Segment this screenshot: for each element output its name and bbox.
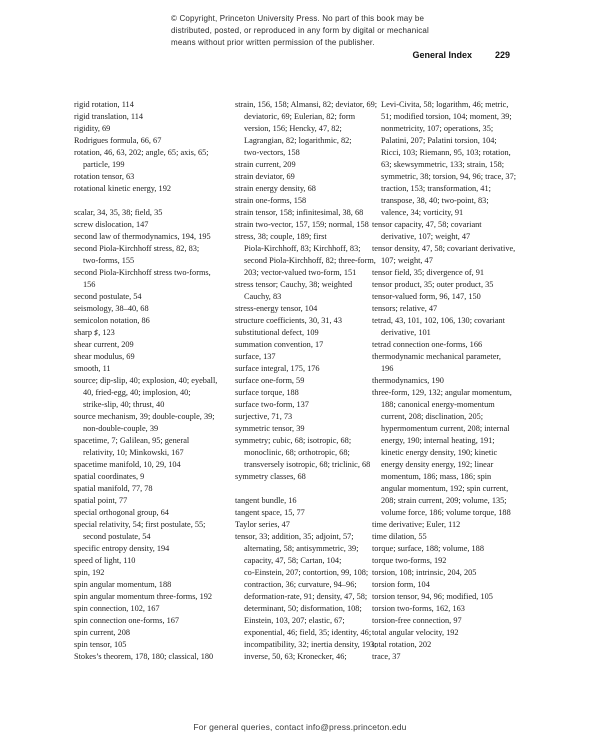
index-line: Einstein, 103, 207; elastic, 67; bbox=[244, 616, 345, 625]
index-line: second Piola-Kirchhoff stress, 82, 83; bbox=[74, 244, 200, 253]
index-line: tensor product, 35; outer product, 35 bbox=[372, 280, 494, 289]
index-gap bbox=[74, 195, 217, 207]
index-line: symmetry; cubic, 68; isotropic, 68; bbox=[235, 436, 352, 445]
index-line: transversely isotropic, 68; triclinic, 68 bbox=[244, 460, 371, 469]
index-line: tensor field, 35; divergence of, 91 bbox=[372, 268, 485, 277]
index-line: spin angular momentum, 188 bbox=[74, 580, 172, 589]
index-line: kinetic energy density, 190; kinetic bbox=[381, 448, 498, 457]
index-line: shear modulus, 69 bbox=[74, 352, 135, 361]
index-line: special orthogonal group, 64 bbox=[74, 508, 169, 517]
index-line: rotational kinetic energy, 192 bbox=[74, 184, 171, 193]
index-line: contraction, 36; curvature, 94–96; bbox=[244, 580, 357, 589]
index-line: two-forms, 155 bbox=[83, 256, 135, 265]
index-line: second postulate, 54 bbox=[83, 532, 151, 541]
index-line: transpose, 38, 40; two-point, 83; bbox=[381, 196, 489, 205]
page-number: 229 bbox=[494, 50, 510, 60]
index-line: capacity, 47, 58; Cartan, 104; bbox=[244, 556, 342, 565]
index-line: incompatibility, 32; inertia density, 193; bbox=[244, 640, 377, 649]
index-line: tangent bundle, 16 bbox=[235, 496, 297, 505]
index-line: time dilation, 55 bbox=[372, 532, 427, 541]
index-line: non-double-couple, 39 bbox=[83, 424, 159, 433]
index-line: determinant, 50; disformation, 108; bbox=[244, 604, 362, 613]
index-line: torsion two-forms, 162, 163 bbox=[372, 604, 465, 613]
copyright-line: distributed, posted, or reproduced in any form by digital or mechanical bbox=[171, 26, 429, 35]
index-line: inverse, 50, 63; Kronecker, 46; bbox=[244, 652, 347, 661]
index-line: alternating, 58; antisymmetric, 39; bbox=[244, 544, 359, 553]
index-line: torsion form, 104 bbox=[372, 580, 430, 589]
copyright-notice bbox=[0, 13, 600, 49]
index-line: scalar, 34, 35, 38; field, 35 bbox=[74, 208, 163, 217]
index-line: tensor density, 47, 58; covariant derivative, bbox=[372, 244, 516, 253]
index-line: volume force, 186; volume torque, 188 bbox=[381, 508, 511, 517]
index-line: source; dip-slip, 40; explosion, 40; eyeball, bbox=[74, 376, 218, 385]
index-line: energy density energy, 192; linear bbox=[381, 460, 494, 469]
index-line: symmetry classes, 68 bbox=[235, 472, 306, 481]
index-line: spin, 192 bbox=[74, 568, 105, 577]
index-line: relativity, 10; Minkowski, 167 bbox=[83, 448, 184, 457]
index-line: monoclinic, 68; orthotropic, 68; bbox=[244, 448, 350, 457]
index-line: Palatini, 207; Palatini torsion, 104; bbox=[381, 136, 497, 145]
index-line: rotation, 46, 63, 202; angle, 65; axis, 65; bbox=[74, 148, 209, 157]
index-column-1 bbox=[74, 99, 217, 663]
copyright-line: © Copyright, Princeton University Press. No part of this book may be bbox=[171, 14, 425, 23]
index-line: special relativity, 54; first postulate, 55; bbox=[74, 520, 206, 529]
index-line: co-Einstein, 207; contortion, 99, 108; bbox=[244, 568, 369, 577]
index-line: tetrad connection one-forms, 166 bbox=[372, 340, 483, 349]
index-line: Rodrigues formula, 66, 67 bbox=[74, 136, 162, 145]
index-line: spacetime, 7; Galilean, 95; general bbox=[74, 436, 190, 445]
index-line: spin connection one-forms, 167 bbox=[74, 616, 180, 625]
index-line: structure coefficients, 30, 31, 43 bbox=[235, 316, 342, 325]
index-line: torque two-forms, 192 bbox=[372, 556, 447, 565]
running-head bbox=[412, 50, 510, 60]
index-line: time derivative; Euler, 112 bbox=[372, 520, 461, 529]
index-line: tensors; relative, 47 bbox=[372, 304, 438, 313]
index-line: 208; strain current, 209; volume, 135; bbox=[381, 496, 507, 505]
index-gap bbox=[235, 483, 377, 495]
index-line: derivative, 101 bbox=[381, 328, 431, 337]
index-line: stress-energy tensor, 104 bbox=[235, 304, 318, 313]
index-line: surface one-form, 59 bbox=[235, 376, 305, 385]
index-line: total angular velocity, 192 bbox=[372, 628, 459, 637]
index-line: exponential, 46; field, 35; identity, 46; bbox=[244, 628, 372, 637]
index-line: energy, 190; internal heating, 191; bbox=[381, 436, 495, 445]
index-line: strain tensor, 158; infinitesimal, 38, 68 bbox=[235, 208, 364, 217]
index-line: strain energy density, 68 bbox=[235, 184, 316, 193]
index-line: rigid translation, 114 bbox=[74, 112, 144, 121]
index-line: strain one-forms, 158 bbox=[235, 196, 307, 205]
index-line: thermodynamics, 190 bbox=[372, 376, 444, 385]
index-line: second Piola-Kirchhoff, 82; three-form, bbox=[244, 256, 376, 265]
index-line: valence, 34; vorticity, 91 bbox=[381, 208, 464, 217]
index-line: rotation tensor, 63 bbox=[74, 172, 135, 181]
index-line: spacetime manifold, 10, 29, 104 bbox=[74, 460, 181, 469]
index-line: traction, 153; transformation, 41; bbox=[381, 184, 491, 193]
index-line: Stokes’s theorem, 178, 180; classical, 180 bbox=[74, 652, 214, 661]
index-line: seismology, 38–40, 68 bbox=[74, 304, 149, 313]
index-line: hypermomentum current, 208; internal bbox=[381, 424, 510, 433]
index-line: second postulate, 54 bbox=[74, 292, 142, 301]
index-line: particle, 199 bbox=[83, 160, 125, 169]
index-line: spatial point, 77 bbox=[74, 496, 128, 505]
index-line: 107; weight, 47 bbox=[381, 256, 433, 265]
index-line: spin angular momentum three-forms, 192 bbox=[74, 592, 213, 601]
index-line: spatial manifold, 77, 78 bbox=[74, 484, 153, 493]
index-line: 40, fried-egg, 40; implosion, 40; bbox=[83, 388, 191, 397]
index-line: nonmetricity, 107; operations, 35; bbox=[381, 124, 494, 133]
index-column-3 bbox=[372, 99, 516, 663]
index-line: torsion tensor, 94, 96; modified, 105 bbox=[372, 592, 493, 601]
index-line: Levi-Civita, 58; logarithm, 46; metric, bbox=[381, 100, 509, 109]
index-line: Cauchy, 83 bbox=[244, 292, 282, 301]
copyright-line: means without prior written permission of the publisher. bbox=[171, 38, 375, 47]
index-line: 196 bbox=[381, 364, 394, 373]
index-line: current, 208; disclination, 205; bbox=[381, 412, 484, 421]
section-title: General Index bbox=[412, 50, 472, 60]
index-line: substitutional defect, 109 bbox=[235, 328, 319, 337]
index-line: 188; canonical energy-momentum bbox=[381, 400, 495, 409]
index-line: screw dislocation, 147 bbox=[74, 220, 149, 229]
index-line: trace, 37 bbox=[372, 652, 401, 661]
index-line: strain, 156, 158; Almansi, 82; deviator, 69; bbox=[235, 100, 378, 109]
index-line: surface two-form, 137 bbox=[235, 400, 309, 409]
index-line: surface torque, 188 bbox=[235, 388, 299, 397]
index-line: 203; vector-valued two-form, 151 bbox=[244, 268, 357, 277]
index-line: speed of light, 110 bbox=[74, 556, 136, 565]
index-line: rigidity, 69 bbox=[74, 124, 111, 133]
index-line: strain deviator, 69 bbox=[235, 172, 295, 181]
index-line: tangent space, 15, 77 bbox=[235, 508, 305, 517]
index-line: strike-slip, 40; thrust, 40 bbox=[83, 400, 165, 409]
index-line: Ricci, 103; Riemann, 95, 103; rotation, bbox=[381, 148, 511, 157]
index-line: Taylor series, 47 bbox=[235, 520, 290, 529]
index-line: rigid rotation, 114 bbox=[74, 100, 134, 109]
index-line: spin current, 208 bbox=[74, 628, 130, 637]
index-line: total rotation, 202 bbox=[372, 640, 432, 649]
index-line: strain two-vector, 157, 159; normal, 158 bbox=[235, 220, 369, 229]
footer-contact: For general queries, contact info@press.princeton.edu bbox=[193, 722, 407, 732]
index-line: torsion, 108; intrinsic, 204, 205 bbox=[372, 568, 477, 577]
index-column-2 bbox=[235, 99, 377, 663]
index-line: angular momentum, 192; spin current, bbox=[381, 484, 509, 493]
index-line: tensor, 33; addition, 35; adjoint, 57; bbox=[235, 532, 354, 541]
index-line: thermodynamic mechanical parameter, bbox=[372, 352, 501, 361]
index-line: three-form, 129, 132; angular momentum, bbox=[372, 388, 512, 397]
index-line: surface, 137 bbox=[235, 352, 276, 361]
index-line: second law of thermodynamics, 194, 195 bbox=[74, 232, 211, 241]
index-line: 63; skewsymmetric, 133; strain, 158; bbox=[381, 160, 505, 169]
index-line: two-vectors, 158 bbox=[244, 148, 300, 157]
index-line: symmetric, 38; torsion, 94, 96; trace, 37; bbox=[381, 172, 517, 181]
index-line: stress tensor; Cauchy, 38; weighted bbox=[235, 280, 353, 289]
index-line: surface integral, 175, 176 bbox=[235, 364, 320, 373]
index-line: tetrad, 43, 101, 102, 106, 130; covariant bbox=[372, 316, 505, 325]
index-line: stress, 38; couple, 189; first bbox=[235, 232, 327, 241]
index-line: spin tensor, 105 bbox=[74, 640, 127, 649]
index-line: deformation-rate, 91; density, 47, 58; bbox=[244, 592, 368, 601]
index-line: source mechanism, 39; double-couple, 39; bbox=[74, 412, 215, 421]
index-line: tensor-valued form, 96, 147, 150 bbox=[372, 292, 481, 301]
index-line: sharp ♯, 123 bbox=[74, 328, 115, 337]
index-line: torque; surface, 188; volume, 188 bbox=[372, 544, 484, 553]
index-line: second Piola-Kirchhoff stress two-forms, bbox=[74, 268, 211, 277]
index-line: surjective, 71, 73 bbox=[235, 412, 293, 421]
index-line: momentum, 186; mass, 186; spin bbox=[381, 472, 492, 481]
index-line: symmetric tensor, 39 bbox=[235, 424, 305, 433]
index-line: Lagrangian, 82; logarithmic, 82; bbox=[244, 136, 352, 145]
index-line: specific entropy density, 194 bbox=[74, 544, 170, 553]
index-line: spatial coordinates, 9 bbox=[74, 472, 145, 481]
index-line: torsion-free connection, 97 bbox=[372, 616, 462, 625]
index-line: tensor capacity, 47, 58; covariant bbox=[372, 220, 482, 229]
index-line: summation convention, 17 bbox=[235, 340, 324, 349]
index-line: 51; modified torsion, 104; moment, 39; bbox=[381, 112, 512, 121]
index-line: Piola-Kirchhoff, 83; Kirchhoff, 83; bbox=[244, 244, 361, 253]
index-line: deviatoric, 69; Eulerian, 82; form bbox=[244, 112, 356, 121]
index-line: shear current, 209 bbox=[74, 340, 134, 349]
index-line: smooth, 11 bbox=[74, 364, 111, 373]
index-line: version, 156; Hencky, 47, 82; bbox=[244, 124, 342, 133]
index-line: strain current, 209 bbox=[235, 160, 296, 169]
index-line: spin connection, 102, 167 bbox=[74, 604, 160, 613]
index-line: 156 bbox=[83, 280, 96, 289]
index-line: semicolon notation, 86 bbox=[74, 316, 150, 325]
index-line: derivative, 107; weight, 47 bbox=[381, 232, 471, 241]
